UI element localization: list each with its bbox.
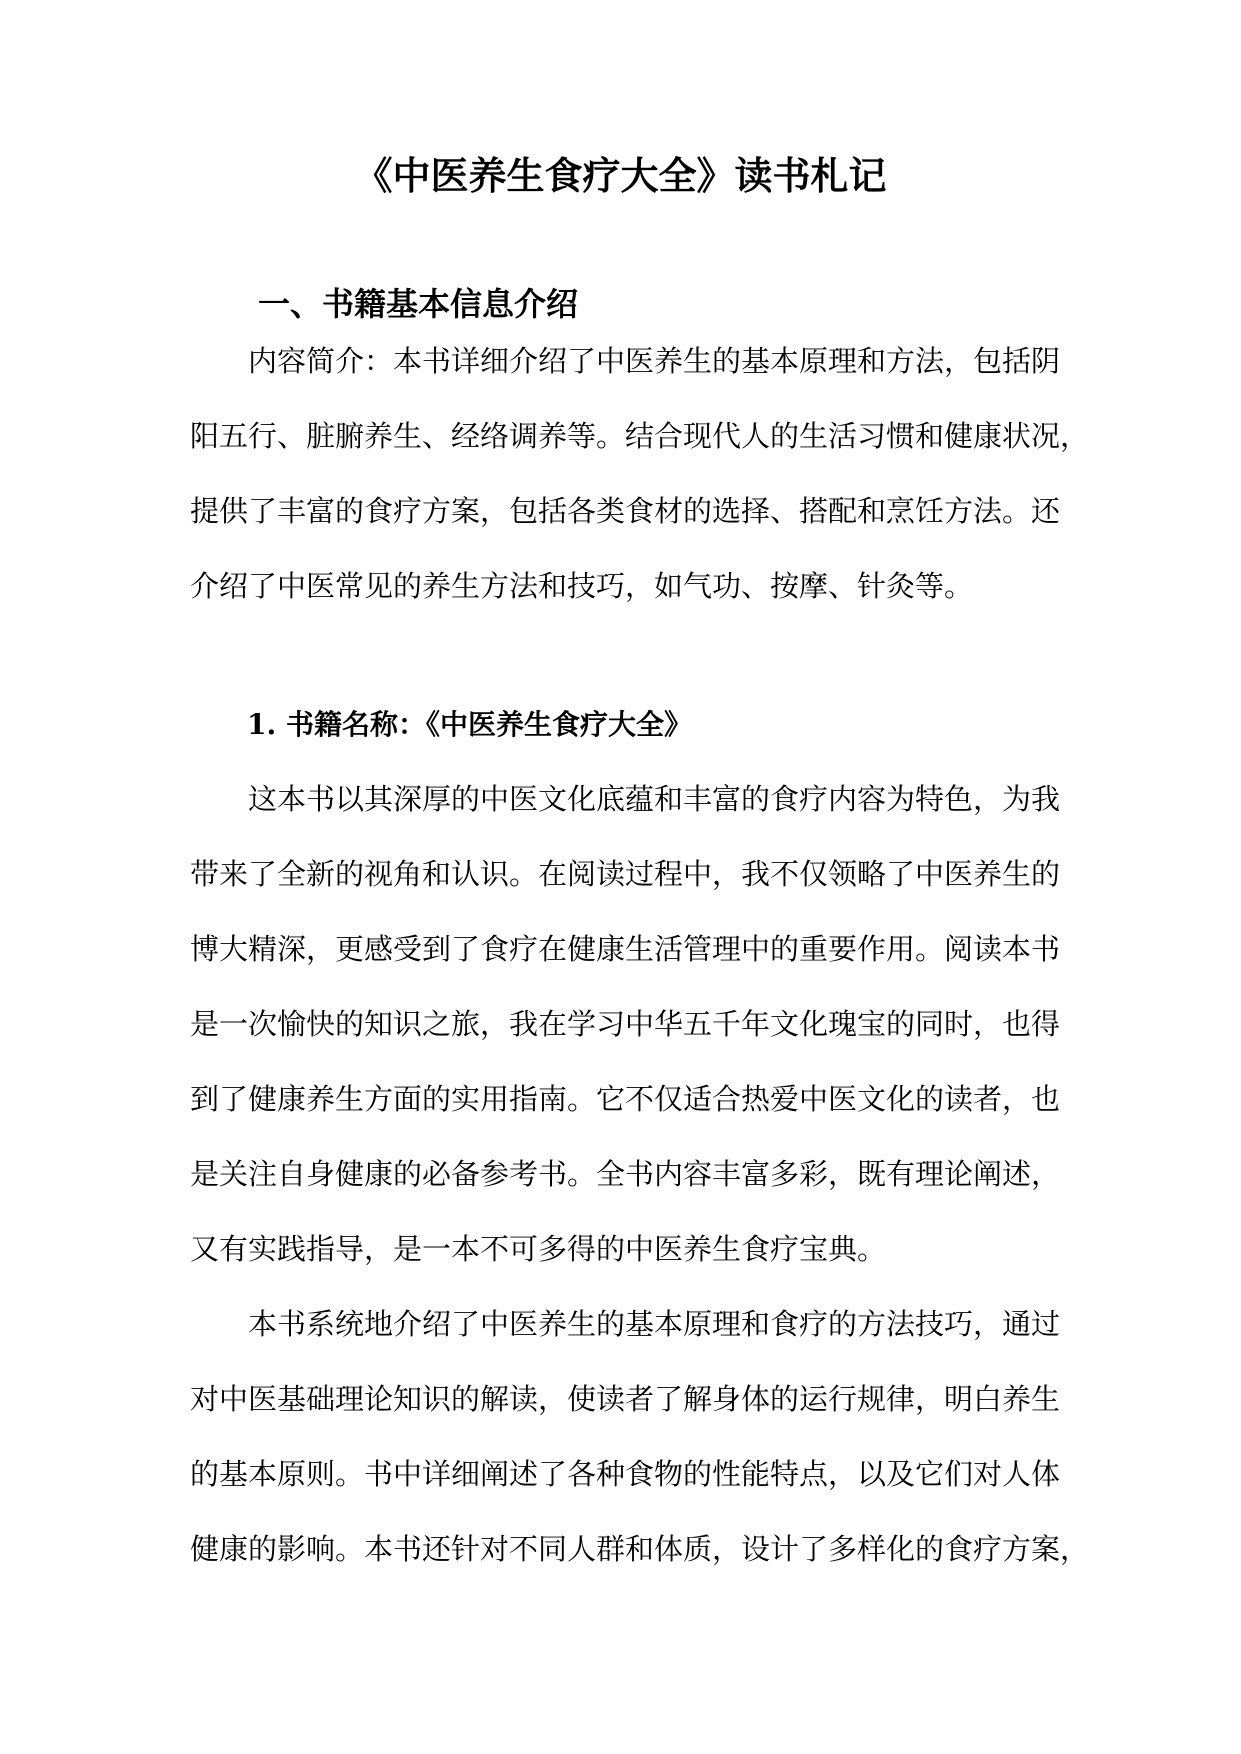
intro-paragraph	[190, 324, 1090, 624]
text-line: 博大精深，更感受到了食疗在健康生活管理中的重要作用。阅读本书	[190, 932, 1061, 966]
text-line: 提供了丰富的食疗方案，包括各类食材的选择、搭配和烹饪方法。还	[190, 494, 1061, 528]
text-line: 是一次愉快的知识之旅，我在学习中华五千年文化瑰宝的同时，也得	[190, 1007, 1061, 1041]
text-line: 带来了全新的视角和认识。在阅读过程中，我不仅领略了中医养生的	[190, 857, 1061, 891]
text-line: 健康的影响。本书还针对不同人群和体质，设计了多样化的食疗方案，	[190, 1532, 1090, 1566]
text-line: 又有实践指导，是一本不可多得的中医养生食疗宝典。	[190, 1232, 887, 1266]
section-heading-book-info: 一、书籍基本信息介绍	[258, 285, 579, 323]
subsection-heading-book-name: 1. 书籍名称：《中医养生食疗大全》	[247, 708, 692, 741]
document-title: 《中医养生食疗大全》读书札记	[354, 153, 887, 198]
text-line: 是关注自身健康的必备参考书。全书内容丰富多彩，既有理论阐述，	[190, 1157, 1061, 1191]
text-line: 介绍了中医常见的养生方法和技巧，如气功、按摩、针灸等。	[190, 569, 974, 603]
text-line: 对中医基础理论知识的解读，使读者了解身体的运行规律，明白养生	[190, 1382, 1061, 1416]
text-line: 到了健康养生方面的实用指南。它不仅适合热爱中医文化的读者，也	[190, 1082, 1061, 1116]
body-paragraph-1	[190, 762, 1061, 1287]
text-line: 内容简介：本书详细介绍了中医养生的基本原理和方法，包括阴	[248, 344, 1061, 378]
text-line: 的基本原则。书中详细阐述了各种食物的性能特点，以及它们对人体	[190, 1457, 1061, 1491]
body-paragraph-2	[190, 1287, 1090, 1587]
text-line: 阳五行、脏腑养生、经络调养等。结合现代人的生活习惯和健康状况，	[190, 419, 1090, 453]
text-line: 这本书以其深厚的中医文化底蕴和丰富的食疗内容为特色，为我	[248, 782, 1061, 816]
text-line: 本书系统地介绍了中医养生的基本原理和食疗的方法技巧，通过	[248, 1307, 1061, 1341]
